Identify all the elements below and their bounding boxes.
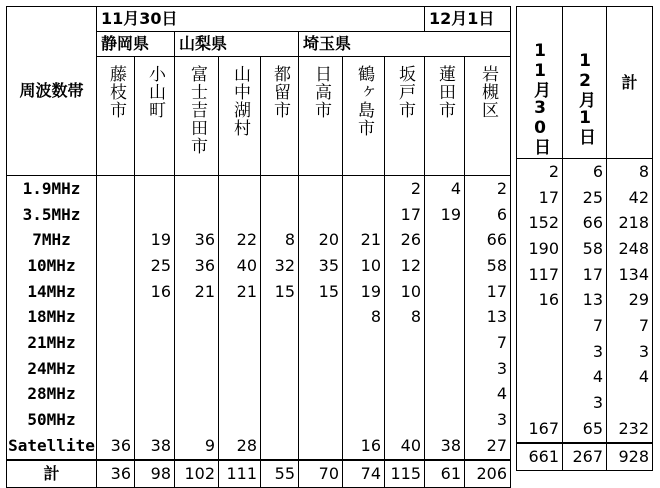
summary-row: [517, 210, 653, 236]
count-cell: 19: [135, 227, 175, 253]
count-cell: 4: [465, 382, 511, 408]
count-cell: [97, 202, 135, 228]
count-cell: 3: [465, 407, 511, 433]
count-cell: 4: [425, 176, 465, 202]
count-cell: [425, 253, 465, 279]
total-cell: 70: [299, 460, 343, 488]
count-cell: 15: [261, 279, 299, 305]
count-cell: [135, 382, 175, 408]
count-cell: [135, 176, 175, 202]
count-cell: [219, 356, 261, 382]
summary-cell: [517, 390, 563, 416]
city-label: 坂戸市: [395, 65, 415, 119]
summary-cell: 25: [563, 185, 607, 211]
summary-row: [517, 416, 653, 443]
band-label: 24MHz: [7, 356, 97, 382]
date-header-nov30: 11月30日: [97, 7, 425, 32]
count-cell: 36: [97, 433, 135, 460]
table-row: [7, 330, 511, 356]
count-cell: 35: [299, 253, 343, 279]
band-label: 50MHz: [7, 407, 97, 433]
count-cell: [97, 407, 135, 433]
count-cell: [343, 407, 385, 433]
summary-cell: 152: [517, 210, 563, 236]
total-cell: 102: [175, 460, 219, 488]
city-label: 日高市: [311, 65, 331, 119]
count-cell: [175, 382, 219, 408]
count-cell: [343, 176, 385, 202]
summary-cell: 58: [563, 236, 607, 262]
count-cell: [343, 202, 385, 228]
count-cell: [97, 382, 135, 408]
count-cell: [135, 330, 175, 356]
table-row: [7, 202, 511, 228]
count-cell: [261, 407, 299, 433]
city-label: 山中湖村: [230, 65, 250, 137]
count-cell: [343, 356, 385, 382]
summary-cell: 17: [517, 185, 563, 211]
summary-row: [517, 365, 653, 391]
city-label: 蓮田市: [435, 65, 455, 119]
summary-header-label: 12月1日: [575, 50, 595, 145]
summary-cell: 8: [607, 159, 653, 185]
count-cell: [97, 356, 135, 382]
total-cell: 115: [385, 460, 425, 488]
count-cell: 20: [299, 227, 343, 253]
count-cell: 13: [465, 304, 511, 330]
count-cell: [299, 202, 343, 228]
count-cell: 19: [425, 202, 465, 228]
city-label: 富士吉田市: [187, 65, 207, 155]
band-city-table: [6, 6, 511, 488]
city-label: 鶴ヶ島市: [354, 65, 374, 137]
summary-row: [517, 313, 653, 339]
summary-cell: 3: [563, 390, 607, 416]
count-cell: [175, 356, 219, 382]
table-row: [7, 356, 511, 382]
summary-cell: 190: [517, 236, 563, 262]
count-cell: 36: [175, 227, 219, 253]
prefecture-saitama: 埼玉県: [299, 32, 511, 57]
prefecture-shizuoka: 静岡県: [97, 32, 175, 57]
summary-total-cell: 928: [607, 443, 653, 471]
summary-cell: 4: [607, 365, 653, 391]
count-cell: [299, 176, 343, 202]
count-cell: [299, 304, 343, 330]
city-header-oyama: [135, 57, 175, 176]
count-cell: [175, 304, 219, 330]
count-cell: [97, 304, 135, 330]
count-cell: [299, 407, 343, 433]
count-cell: 40: [385, 433, 425, 460]
summary-cell: 65: [563, 416, 607, 443]
count-cell: 28: [219, 433, 261, 460]
count-cell: 27: [465, 433, 511, 460]
count-cell: [261, 382, 299, 408]
summary-row: [517, 339, 653, 365]
count-cell: [175, 202, 219, 228]
count-cell: 25: [135, 253, 175, 279]
count-cell: 19: [343, 279, 385, 305]
count-cell: [97, 227, 135, 253]
total-label: 計: [7, 460, 97, 488]
band-label: 28MHz: [7, 382, 97, 408]
summary-cell: 13: [563, 287, 607, 313]
count-cell: 2: [465, 176, 511, 202]
count-cell: 2: [385, 176, 425, 202]
summary-cell: 2: [517, 159, 563, 185]
count-cell: 3: [465, 356, 511, 382]
table-row: [7, 382, 511, 408]
count-cell: [299, 382, 343, 408]
table-row: [7, 253, 511, 279]
summary-total-row: [517, 443, 653, 471]
table-row: [7, 304, 511, 330]
summary-row: [517, 185, 653, 211]
city-label: 藤枝市: [106, 65, 126, 119]
summary-cell: 17: [563, 262, 607, 288]
summary-row: [517, 262, 653, 288]
summary-cell: 218: [607, 210, 653, 236]
summary-header-nov30: [517, 7, 563, 159]
summary-cell: 4: [563, 365, 607, 391]
city-header-yamanakako: [219, 57, 261, 176]
count-cell: 10: [343, 253, 385, 279]
summary-table: [516, 6, 653, 471]
city-header-hasuda: [425, 57, 465, 176]
summary-cell: 167: [517, 416, 563, 443]
count-cell: 9: [175, 433, 219, 460]
summary-cell: [607, 390, 653, 416]
summary-row: [517, 236, 653, 262]
band-label: 10MHz: [7, 253, 97, 279]
count-cell: [175, 176, 219, 202]
count-cell: [385, 356, 425, 382]
count-cell: [135, 407, 175, 433]
summary-cell: 248: [607, 236, 653, 262]
count-cell: 17: [465, 279, 511, 305]
total-row: [7, 460, 511, 488]
summary-cell: 7: [607, 313, 653, 339]
count-cell: 8: [343, 304, 385, 330]
summary-total-cell: 267: [563, 443, 607, 471]
count-cell: 38: [135, 433, 175, 460]
count-cell: [299, 433, 343, 460]
count-cell: [175, 407, 219, 433]
count-cell: [97, 330, 135, 356]
count-cell: 26: [385, 227, 425, 253]
city-header-hidaka: [299, 57, 343, 176]
count-cell: [175, 330, 219, 356]
date-header-dec1: 12月1日: [425, 7, 511, 32]
count-cell: [219, 330, 261, 356]
count-cell: [261, 176, 299, 202]
summary-cell: [517, 313, 563, 339]
summary-cell: 3: [563, 339, 607, 365]
city-header-iwatsuki: [465, 57, 511, 176]
count-cell: 8: [261, 227, 299, 253]
count-cell: 16: [135, 279, 175, 305]
city-header-sakado: [385, 57, 425, 176]
count-cell: 22: [219, 227, 261, 253]
count-cell: 21: [343, 227, 385, 253]
total-cell: 61: [425, 460, 465, 488]
count-cell: [219, 382, 261, 408]
count-cell: [135, 356, 175, 382]
count-cell: [343, 330, 385, 356]
count-cell: [425, 356, 465, 382]
summary-cell: [517, 339, 563, 365]
count-cell: [299, 330, 343, 356]
count-cell: [425, 382, 465, 408]
prefecture-yamanashi: 山梨県: [175, 32, 299, 57]
count-cell: 16: [343, 433, 385, 460]
count-cell: 8: [385, 304, 425, 330]
count-cell: [261, 356, 299, 382]
count-cell: [219, 176, 261, 202]
city-header-tsuru: [261, 57, 299, 176]
summary-cell: 134: [607, 262, 653, 288]
table-row: [7, 176, 511, 202]
summary-cell: 117: [517, 262, 563, 288]
summary-row: [517, 287, 653, 313]
city-header-fujieda: [97, 57, 135, 176]
summary-row: [517, 390, 653, 416]
count-cell: 17: [385, 202, 425, 228]
band-label: 21MHz: [7, 330, 97, 356]
summary-cell: 29: [607, 287, 653, 313]
count-cell: [219, 304, 261, 330]
count-cell: 66: [465, 227, 511, 253]
count-cell: 15: [299, 279, 343, 305]
summary-cell: 66: [563, 210, 607, 236]
count-cell: 21: [175, 279, 219, 305]
summary-cell: 232: [607, 416, 653, 443]
summary-header-dec1: [563, 7, 607, 159]
count-cell: 32: [261, 253, 299, 279]
total-cell: 206: [465, 460, 511, 488]
count-cell: 6: [465, 202, 511, 228]
band-label: 3.5MHz: [7, 202, 97, 228]
count-cell: [385, 330, 425, 356]
summary-total-cell: 661: [517, 443, 563, 471]
band-label: 7MHz: [7, 227, 97, 253]
summary-row: [517, 159, 653, 185]
city-header-tsurugashima: [343, 57, 385, 176]
count-cell: 58: [465, 253, 511, 279]
count-cell: [261, 330, 299, 356]
count-cell: 40: [219, 253, 261, 279]
total-cell: 111: [219, 460, 261, 488]
count-cell: [425, 304, 465, 330]
table-row: [7, 227, 511, 253]
band-label: 18MHz: [7, 304, 97, 330]
city-header-fujiyoshida: [175, 57, 219, 176]
count-cell: 36: [175, 253, 219, 279]
band-label: Satellite: [7, 433, 97, 460]
count-cell: 38: [425, 433, 465, 460]
summary-cell: 42: [607, 185, 653, 211]
count-cell: 21: [219, 279, 261, 305]
count-cell: [385, 407, 425, 433]
city-label: 小山町: [145, 65, 165, 119]
count-cell: [343, 382, 385, 408]
count-cell: 7: [465, 330, 511, 356]
count-cell: [135, 304, 175, 330]
city-label: 都留市: [270, 65, 290, 119]
count-cell: [261, 433, 299, 460]
count-cell: [261, 202, 299, 228]
band-label: 14MHz: [7, 279, 97, 305]
band-column-header: 周波数帯: [7, 7, 97, 176]
total-cell: 36: [97, 460, 135, 488]
count-cell: [425, 407, 465, 433]
summary-cell: 16: [517, 287, 563, 313]
count-cell: [135, 202, 175, 228]
count-cell: [97, 279, 135, 305]
summary-header-label: 11月30日: [530, 40, 550, 155]
summary-cell: 7: [563, 313, 607, 339]
summary-cell: 6: [563, 159, 607, 185]
count-cell: [299, 356, 343, 382]
count-cell: [425, 279, 465, 305]
summary-cell: [517, 365, 563, 391]
count-cell: [97, 253, 135, 279]
count-cell: [425, 330, 465, 356]
table-row: [7, 433, 511, 460]
summary-cell: 3: [607, 339, 653, 365]
table-row: [7, 407, 511, 433]
count-cell: 12: [385, 253, 425, 279]
total-cell: 55: [261, 460, 299, 488]
count-cell: [385, 382, 425, 408]
count-cell: [219, 202, 261, 228]
total-cell: 74: [343, 460, 385, 488]
band-label: 1.9MHz: [7, 176, 97, 202]
count-cell: [219, 407, 261, 433]
city-label: 岩槻区: [478, 65, 498, 119]
table-row: [7, 279, 511, 305]
count-cell: [425, 227, 465, 253]
count-cell: [261, 304, 299, 330]
total-cell: 98: [135, 460, 175, 488]
count-cell: 10: [385, 279, 425, 305]
summary-header-total: 計: [607, 7, 653, 159]
count-cell: [97, 176, 135, 202]
